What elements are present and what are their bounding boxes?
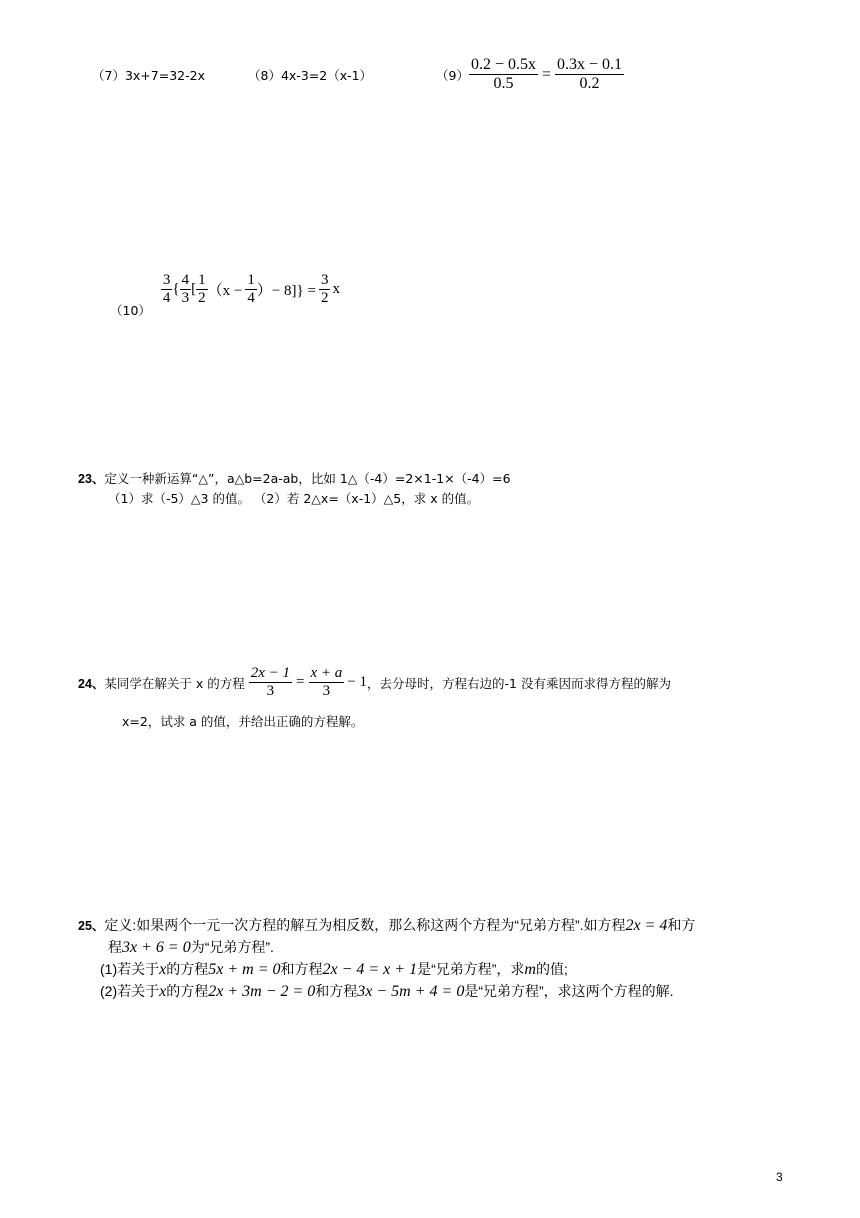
page-number: 3: [776, 1170, 783, 1184]
variable-x: x: [159, 961, 167, 978]
equation-5x-m: 5x + m = 0: [208, 961, 281, 978]
problem-24-lhs-fraction: [249, 665, 292, 701]
problem-10: [110, 272, 340, 318]
problem-8: [248, 66, 372, 84]
fraction-denominator: 4: [247, 290, 255, 307]
fraction-numerator: 0.2 − 0.5x: [469, 56, 538, 75]
equation-2x-4-x-1: 2x − 4 = x + 1: [322, 961, 418, 978]
bracket-open: [: [191, 281, 197, 298]
problem-24-line-2: x=2，试求 a 的值，并给出正确的方程解。: [122, 714, 364, 729]
fraction-numerator: x + a: [309, 665, 345, 683]
fraction-denominator: 0.5: [493, 75, 514, 93]
equation-2x-3m-2: 2x + 3m − 2 = 0: [208, 983, 316, 1000]
problem-8-label: （8）: [248, 68, 281, 83]
problem-24-text-after: ，去分母时，方程右边的-1 没有乘因而求得方程的解为: [367, 675, 671, 691]
equals-sign: =: [541, 65, 552, 83]
problem-23-statement: 定义一种新运算“△”，a△b=2a-ab，比如 1△（-4）=2×1-1×（-4）=6: [104, 471, 511, 486]
equation-3x-6: 3x + 6 = 0: [122, 939, 191, 956]
problem-25-line-1: [78, 915, 695, 935]
question-text: 的方程: [166, 961, 209, 977]
fraction-numerator: 1: [245, 272, 257, 290]
fraction-denominator: 3: [322, 683, 331, 700]
problem-9-label: （9）: [436, 67, 469, 83]
problem-23-line-2: （1）求（-5）△3 的值。 （2）若 2△x=（x-1）△5，求 x 的值。: [108, 491, 480, 506]
problem-10-equation: [161, 272, 340, 308]
problem-25-text: 程: [108, 939, 122, 955]
problem-25-definition: 定义:如果两个一元一次方程的解互为相反数，那么称这两个方程为“兄弟方程”.如方程: [104, 917, 626, 933]
equals-sign: =: [296, 674, 305, 691]
problem-25-question-2: [100, 981, 674, 1001]
problem-7-label: （7）: [92, 68, 125, 83]
question-label: (1): [100, 961, 118, 977]
question-text: 的方程: [166, 983, 209, 999]
fraction-numerator: 4: [180, 272, 192, 290]
question-text: 和方程: [315, 983, 358, 999]
question-text: 是“兄弟方程”，求这两个方程的解.: [464, 983, 674, 999]
paren-close: ）− 8]} =: [256, 283, 316, 300]
question-text: 若关于: [117, 983, 160, 999]
problem-10-label: （10）: [110, 302, 151, 318]
fraction-numerator: 2x − 1: [249, 665, 292, 683]
problem-25-text: 为“兄弟方程”.: [190, 939, 274, 955]
problem-24-number: 24、: [78, 676, 105, 691]
question-text: 是“兄弟方程”，求: [417, 961, 525, 977]
fraction-3-2: [319, 272, 331, 308]
problem-24-line-1: [78, 665, 671, 701]
problem-9: [436, 56, 624, 94]
problem-25-line-2: [108, 937, 274, 957]
fraction-denominator: 0.2: [579, 75, 600, 93]
fraction-1-2: [196, 272, 208, 308]
variable-x: x: [159, 983, 167, 1000]
problem-25-question-1: [100, 959, 568, 979]
fraction-numerator: 1: [196, 272, 208, 290]
problem-23-number: 23、: [78, 472, 105, 486]
problem-7: [92, 66, 205, 84]
fraction-3-4: [161, 272, 173, 308]
fraction-numerator: 3: [319, 272, 331, 290]
problem-25-text: 和方: [667, 917, 696, 933]
problem-23-line-1: [78, 469, 511, 487]
problem-9-right-fraction: [555, 56, 624, 94]
fraction-denominator: 4: [162, 290, 171, 307]
minus-one: − 1: [347, 674, 368, 691]
paren-open: （x −: [207, 283, 243, 300]
problem-7-equation: 3x+7=32-2x: [124, 68, 205, 83]
question-label: (2): [100, 983, 118, 999]
fraction-denominator: 2: [320, 290, 329, 307]
fraction-denominator: 3: [181, 290, 190, 307]
fraction-denominator: 2: [198, 290, 206, 307]
question-text: 和方程: [280, 961, 323, 977]
fraction-1-4: [245, 272, 257, 308]
problem-24-rhs-fraction: [309, 665, 345, 701]
fraction-4-3: [180, 272, 192, 308]
problem-8-equation: 4x-3=2（x-1）: [280, 68, 373, 83]
equation-2x-4: 2x = 4: [625, 917, 668, 934]
question-text: 若关于: [117, 961, 160, 977]
fraction-numerator: 3: [161, 272, 173, 290]
problem-24-text-before: 某同学在解关于 x 的方程: [104, 675, 245, 691]
brace-open: {: [172, 281, 180, 298]
variable-x: x: [332, 281, 340, 298]
question-text: 的值;: [535, 961, 568, 977]
equation-3x-5m-4: 3x − 5m + 4 = 0: [357, 983, 465, 1000]
problem-9-left-fraction: [469, 56, 538, 94]
problem-25-number: 25、: [78, 919, 105, 933]
variable-m: m: [524, 961, 536, 978]
fraction-numerator: 0.3x − 0.1: [555, 56, 624, 75]
fraction-denominator: 3: [266, 683, 275, 700]
